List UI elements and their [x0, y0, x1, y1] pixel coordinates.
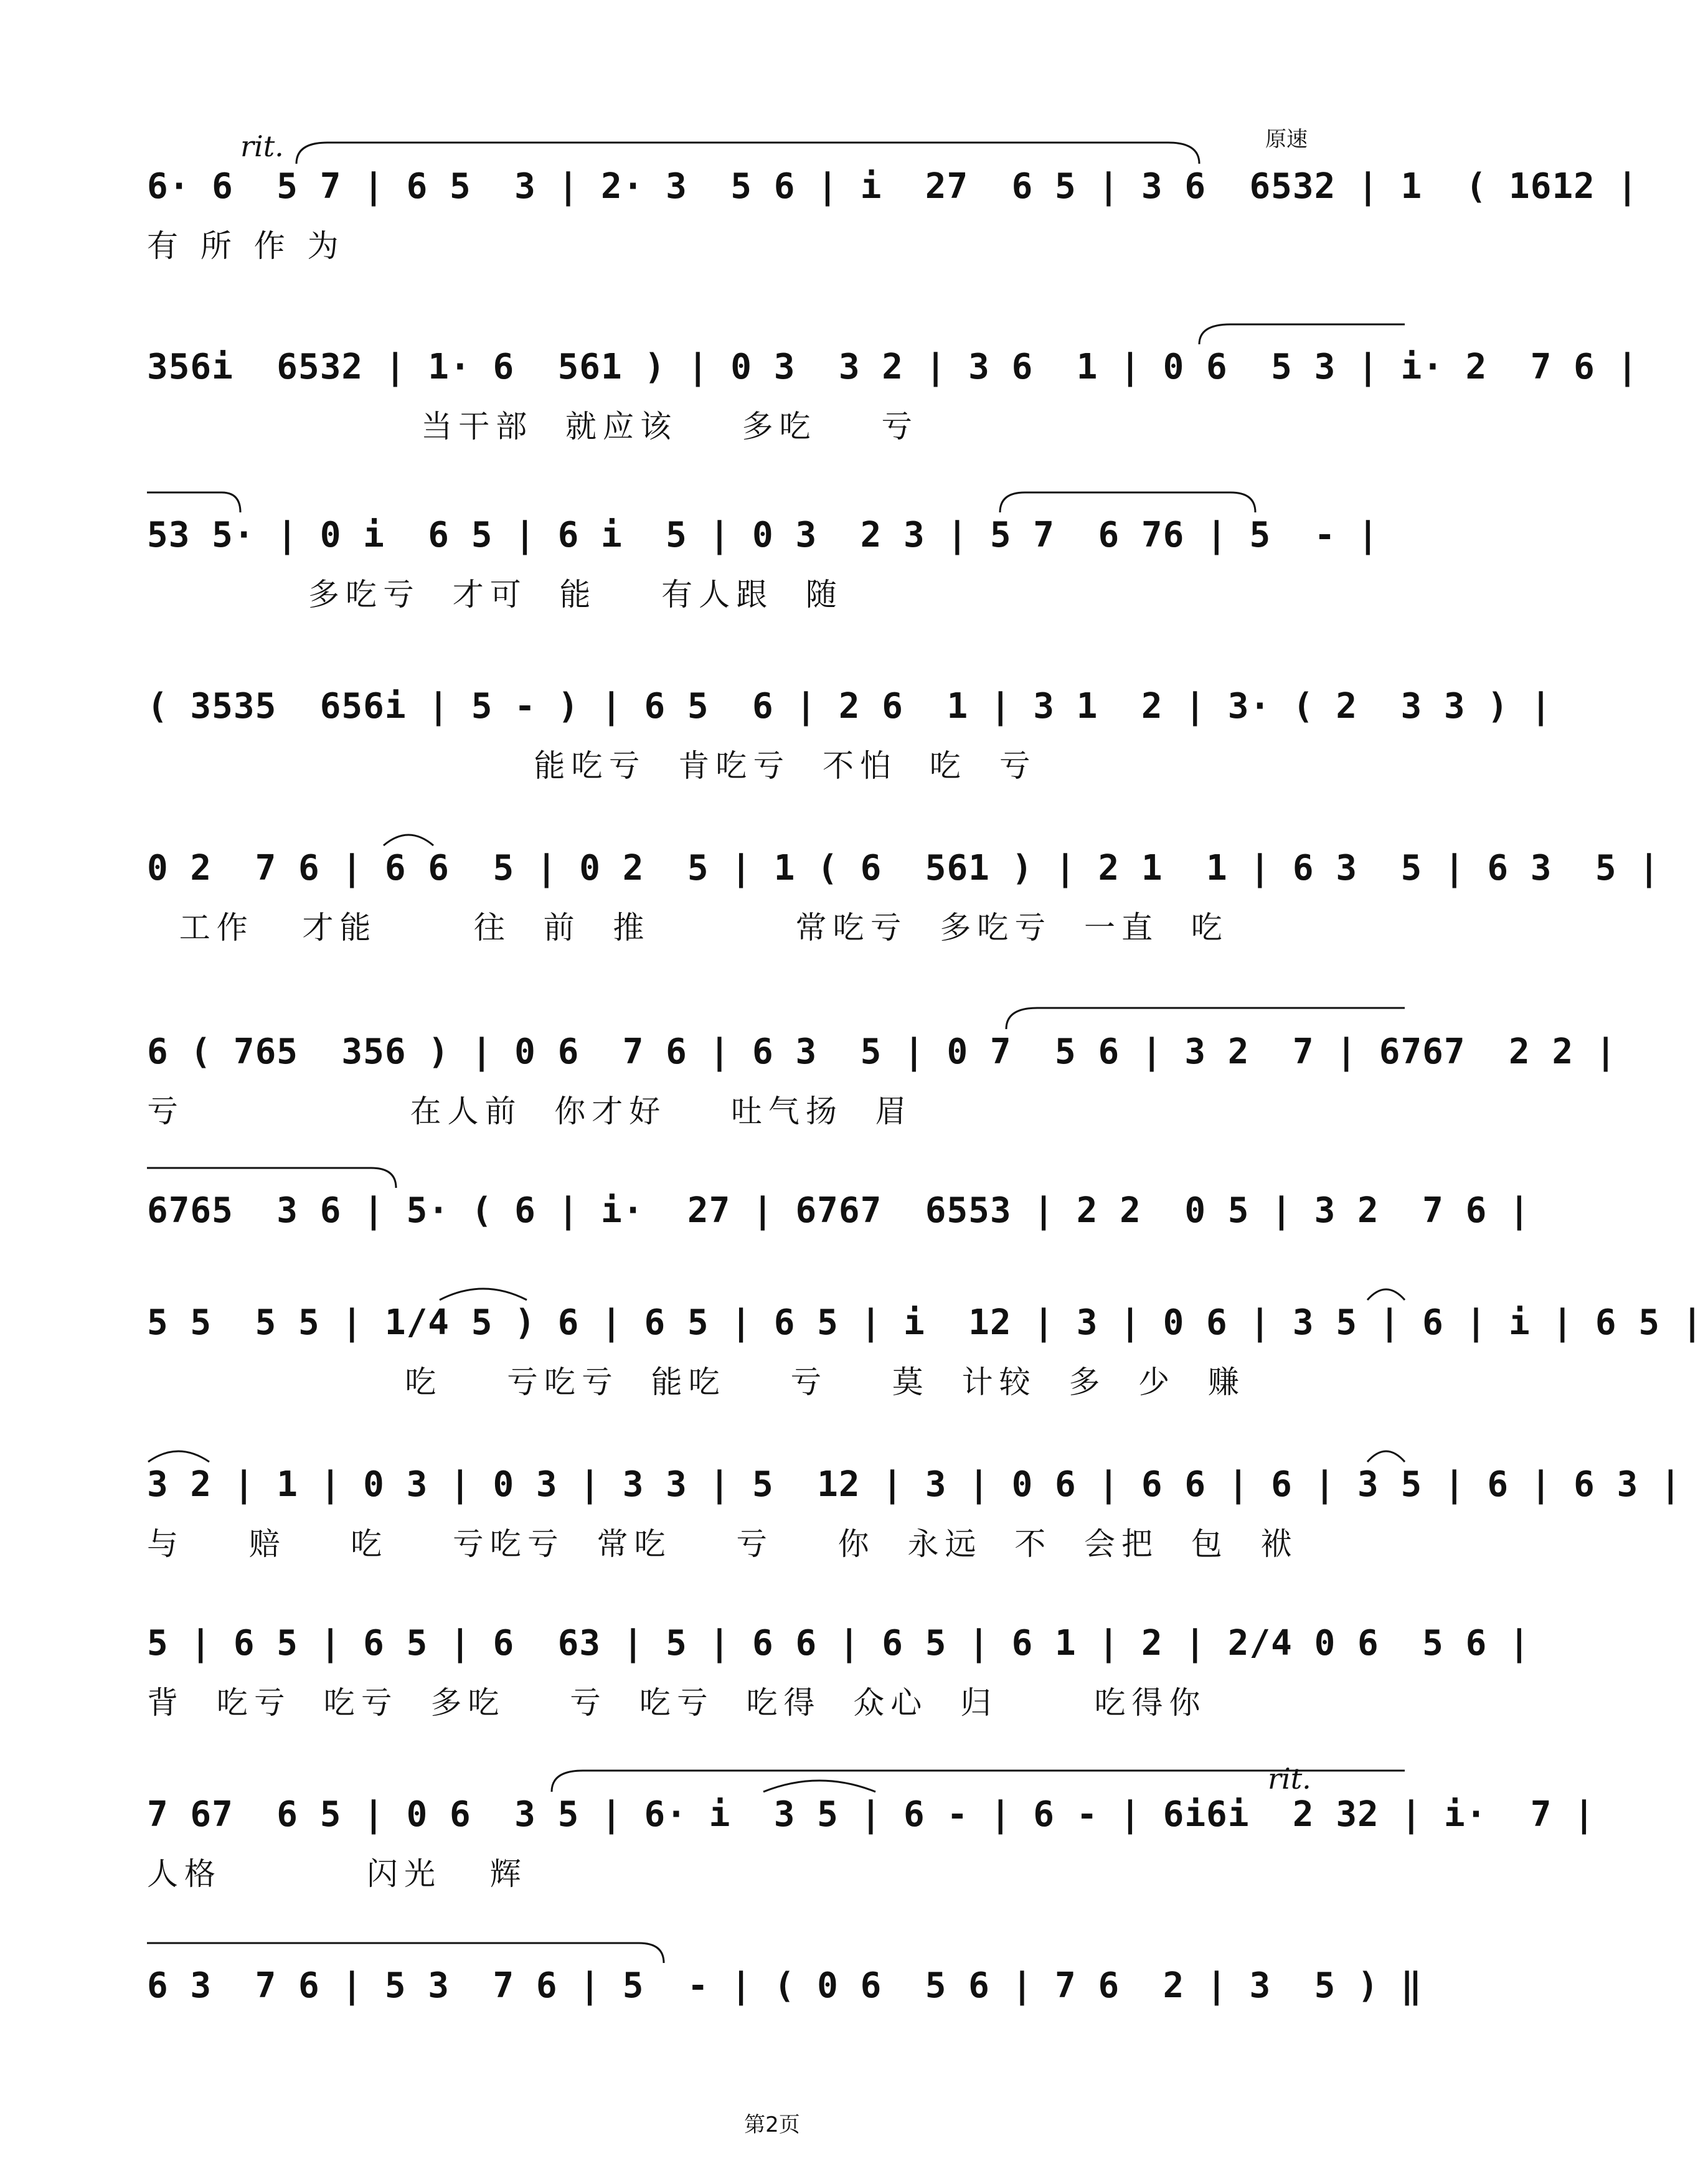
- lyrics-line: 与 赔 吃 亏吃亏 常吃 亏 你 永远 不 会把 包 袱: [147, 1526, 1298, 1562]
- notation-line: 6765 3 6 | 5· ( 6 | i· 27 | 6767 6553 | 2 2 0 5 | 3 2 7 6 |: [147, 1190, 1531, 1231]
- lyrics-line: 有 所 作 为: [147, 228, 345, 264]
- notation-line: 53 5· | 0 i 6 5 | 6 i 5 | 0 3 2 3 | 5 7 6 76 | 5 - |: [147, 515, 1379, 555]
- lyrics-line: 吃 亏吃亏 能吃 亏 莫 计较 多 少 赚: [147, 1364, 1245, 1400]
- slur-mark: [147, 321, 1405, 346]
- notation-line: 6· 6 5 7 | 6 5 3 | 2· 3 5 6 | i 27 6 5 | 3 6 6532 | 1 ( 1612 |: [147, 166, 1639, 207]
- notation-line: 3 2 | 1 | 0 3 | 0 3 | 3 3 | 5 12 | 3 | 0 6 | 6 6 | 6 | 3 5 | 6 | 6 3 |: [147, 1464, 1682, 1505]
- slur-mark: [147, 1438, 1405, 1463]
- slur-mark: [147, 140, 1405, 165]
- lyrics-line: 人格 闪光 辉: [147, 1856, 527, 1892]
- notation-line: 5 5 5 5 | 1/4 5 ) 6 | 6 5 | 6 5 | i 12 | 3 | 0 6 | 3 5 | 6 | i | 6 5 |: [147, 1302, 1703, 1343]
- rit-mark-1: rit.: [240, 129, 284, 163]
- notation-line: 5 | 6 5 | 6 5 | 6 63 | 5 | 6 6 | 6 5 | 6 1 | 2 | 2/4 0 6 5 6 |: [147, 1623, 1531, 1664]
- notation-line: 0 2 7 6 | 6 6 5 | 0 2 5 | 1 ( 6 561 ) | 2 1 1 | 6 3 5 | 6 3 5 |: [147, 848, 1661, 888]
- slur-mark: [147, 1939, 1405, 1964]
- slur-mark: [147, 1276, 1405, 1301]
- page-number: 第2页: [744, 2112, 800, 2137]
- lyrics-line: 多吃亏 才可 能 有人跟 随: [147, 577, 843, 613]
- slur-mark: [147, 489, 1405, 514]
- tempo-mark: 原速: [1265, 127, 1308, 152]
- lyrics-line: 亏 在人前 你才好 吐气扬 眉: [147, 1093, 913, 1129]
- rit-mark-2: rit.: [1268, 1762, 1311, 1796]
- lyrics-line: 能吃亏 肯吃亏 不怕 吃 亏: [147, 748, 1037, 784]
- notation-line: 356i 6532 | 1· 6 561 ) | 0 3 3 2 | 3 6 1 | 0 6 5 3 | i· 2 7 6 |: [147, 347, 1639, 387]
- slur-mark: [147, 1005, 1405, 1030]
- lyrics-line: 当干部 就应该 多吃 亏: [147, 408, 919, 445]
- notation-line: 6 3 7 6 | 5 3 7 6 | 5 - | ( 0 6 5 6 | 7 6 2 | 3 5 ) ‖: [147, 1965, 1423, 2006]
- notation-line: ( 3535 656i | 5 - ) | 6 5 6 | 2 6 1 | 3 1 2 | 3· ( 2 3 3 ) |: [147, 686, 1552, 727]
- lyrics-line: 背 吃亏 吃亏 多吃 亏 吃亏 吃得 众心 归 吃得你: [147, 1685, 1207, 1721]
- slur-mark: [147, 822, 1405, 847]
- notation-line: 7 67 6 5 | 0 6 3 5 | 6· i 3 5 | 6 - | 6 - | 6i6i 2 32 | i· 7 |: [147, 1794, 1595, 1835]
- lyrics-line: 工作 才能 往 前 推 常吃亏 多吃亏 一直 吃: [147, 910, 1229, 946]
- slur-mark: [147, 1768, 1405, 1793]
- notation-line: 6 ( 765 356 ) | 0 6 7 6 | 6 3 5 | 0 7 5 6 | 3 2 7 | 6767 2 2 |: [147, 1032, 1617, 1072]
- slur-mark: [147, 1164, 1405, 1189]
